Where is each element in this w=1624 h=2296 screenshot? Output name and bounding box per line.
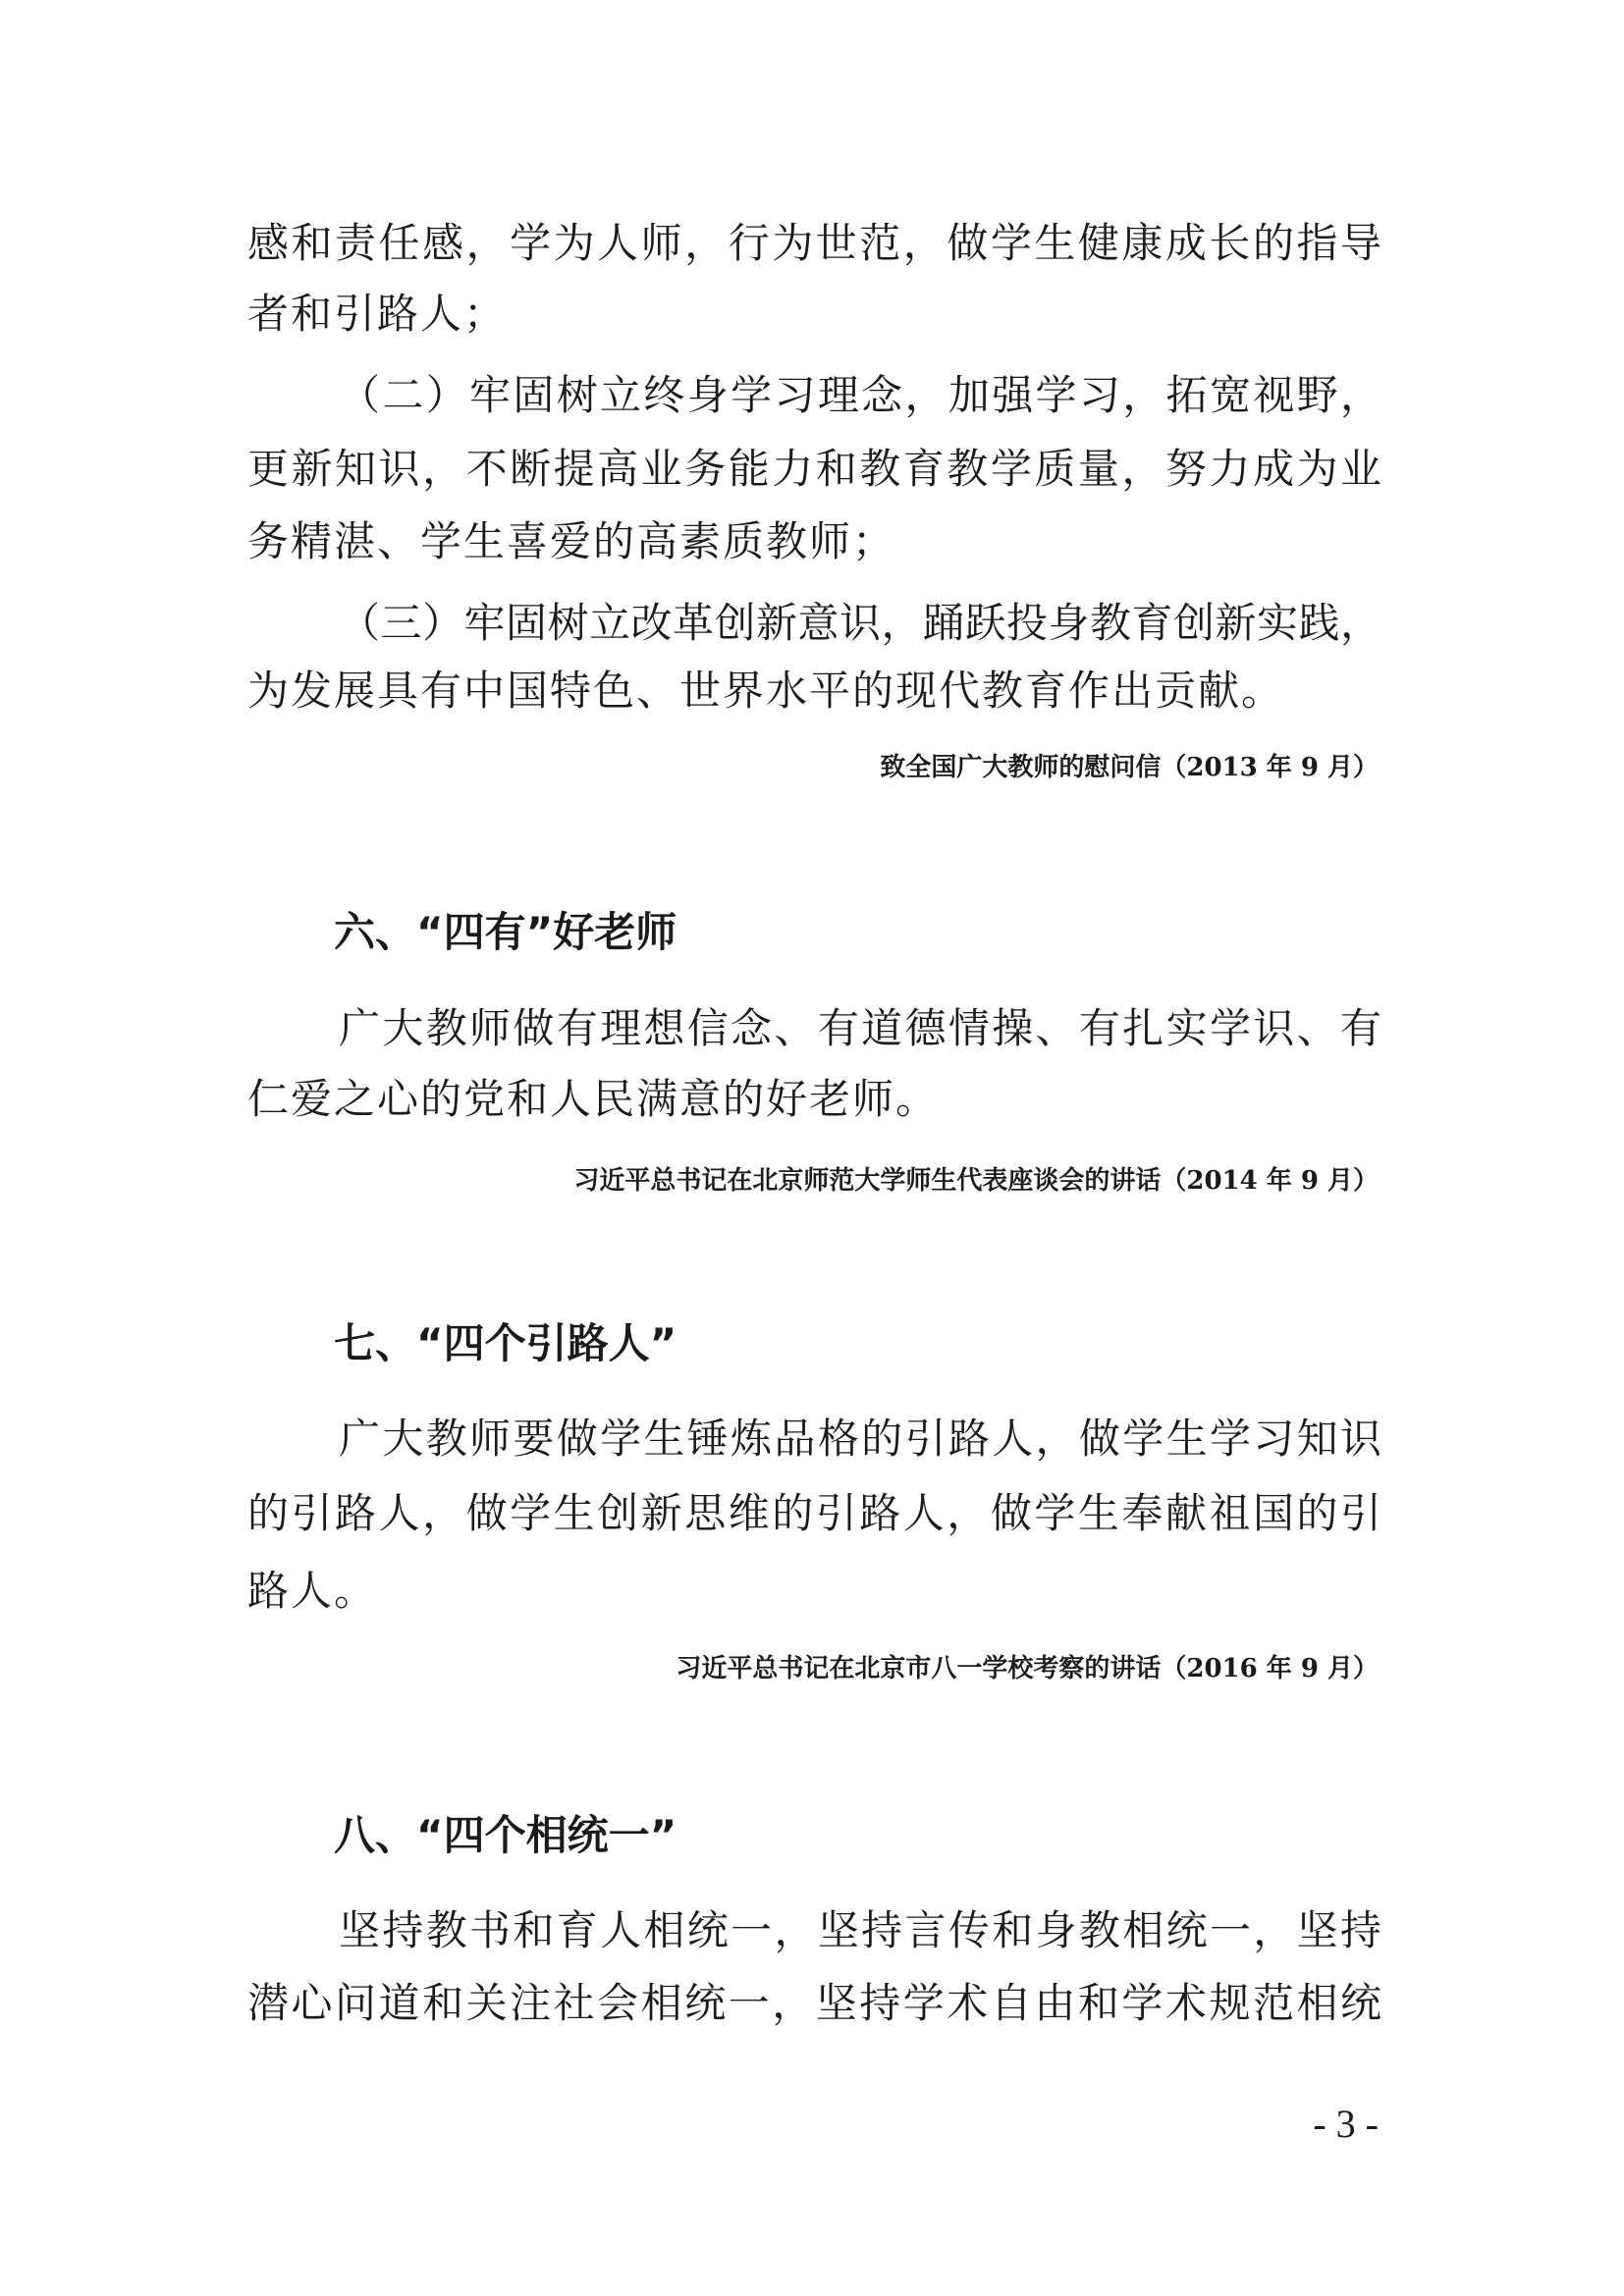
body-line: 坚持教书和育人相统一，坚持言传和身教相统一，坚持 bbox=[339, 1906, 1381, 1954]
citation: 致全国广大教师的慰问信（2013 年 9 月） bbox=[880, 753, 1379, 782]
body-line: 路人。 bbox=[247, 1567, 378, 1615]
body-line: 潜心问道和关注社会相统一，坚持学术自由和学术规范相统 bbox=[247, 1979, 1381, 2027]
body-line: 更新知识，不断提高业务能力和教育教学质量，努力成为业 bbox=[247, 445, 1381, 493]
body-line: 感和责任感，学为人师，行为世范，做学生健康成长的指导 bbox=[247, 219, 1381, 267]
body-line: 广大教师做有理想信念、有道德情操、有扎实学识、有 bbox=[339, 1004, 1381, 1052]
body-line: 为发展具有中国特色、世界水平的现代教育作出贡献。 bbox=[247, 667, 1285, 715]
body-line: （二）牢固树立终身学习理念，加强学习，拓宽视野， bbox=[339, 371, 1381, 419]
section-heading: 八、“四个相统一” bbox=[334, 1811, 677, 1859]
citation: 习近平总书记在北京市八一学校考察的讲话（2016 年 9 月） bbox=[676, 1654, 1379, 1683]
body-line: （三）牢固树立改革创新意识，踊跃投身教育创新实践， bbox=[339, 599, 1381, 647]
section-heading: 七、“四个引路人” bbox=[334, 1319, 677, 1367]
body-line: 的引路人，做学生创新思维的引路人，做学生奉献祖国的引 bbox=[247, 1489, 1381, 1537]
body-line: 者和引路人； bbox=[247, 290, 508, 338]
page-number: - 3 - bbox=[1313, 2102, 1379, 2146]
section-heading: 六、“四有”好老师 bbox=[334, 908, 677, 956]
body-line: 广大教师要做学生锤炼品格的引路人，做学生学习知识 bbox=[339, 1415, 1381, 1463]
citation: 习近平总书记在北京师范大学师生代表座谈会的讲话（2014 年 9 月） bbox=[573, 1166, 1379, 1196]
body-line: 仁爱之心的党和人民满意的好老师。 bbox=[247, 1075, 940, 1123]
body-line: 务精湛、学生喜爱的高素质教师； bbox=[247, 517, 896, 565]
